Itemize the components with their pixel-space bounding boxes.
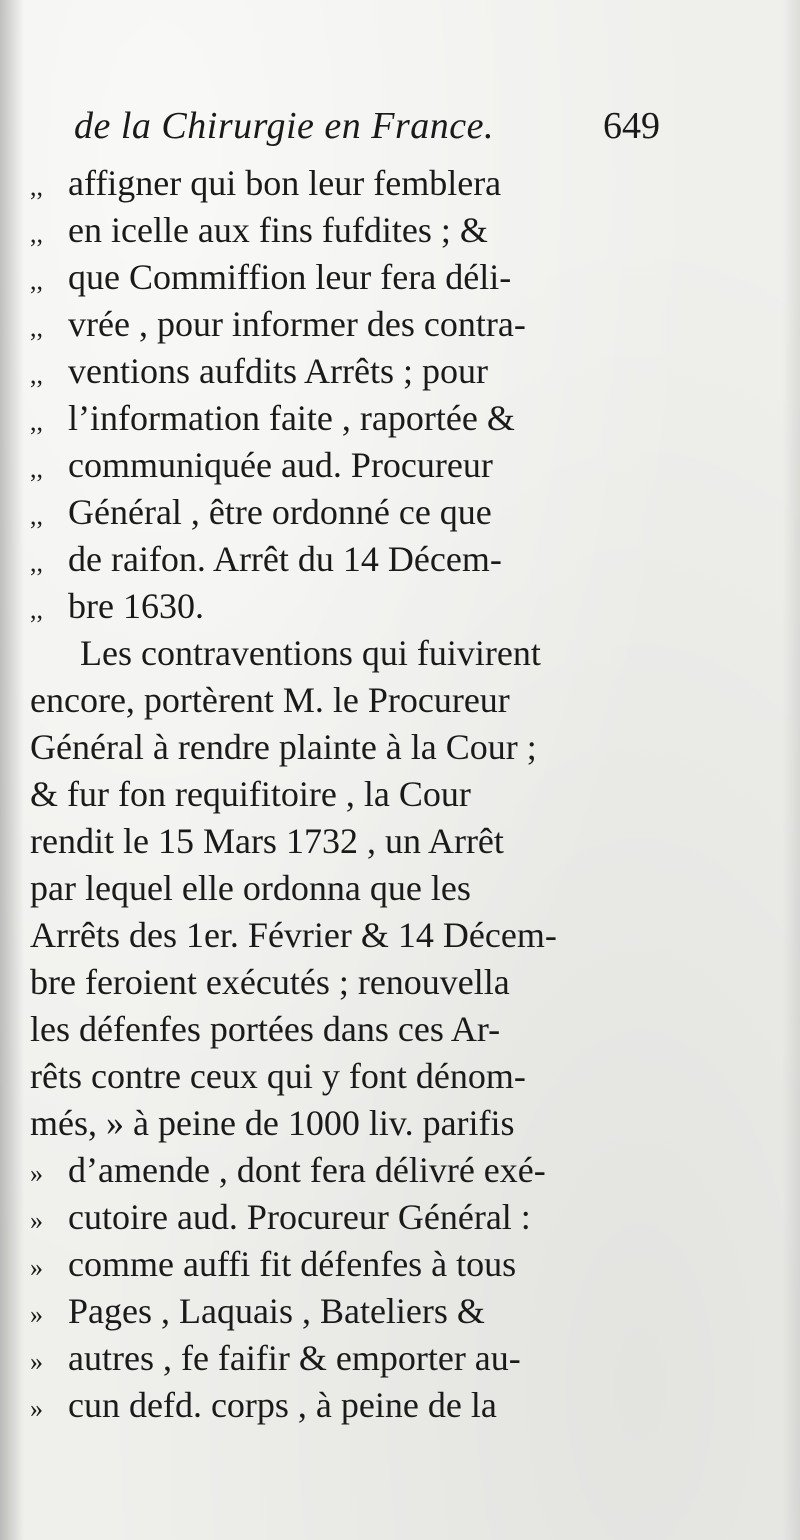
text-line bbox=[30, 677, 662, 724]
text-line bbox=[30, 160, 662, 207]
text-line bbox=[30, 1241, 662, 1288]
line-text: cutoire aud. Procureur Général : bbox=[68, 1197, 531, 1237]
paragraph-first-line bbox=[30, 630, 662, 677]
text-line bbox=[30, 442, 662, 489]
text-line bbox=[30, 207, 662, 254]
line-text: & fur fon requifitoire , la Cour bbox=[30, 774, 471, 814]
line-text: ventions aufdits Arrêts ; pour bbox=[68, 351, 488, 391]
body-text bbox=[30, 160, 662, 1429]
quote-mark: » bbox=[30, 1159, 43, 1188]
line-text: vrée , pour informer des contra- bbox=[68, 304, 526, 344]
line-text: bre 1630. bbox=[68, 586, 204, 626]
line-text: comme auffi fit défenfes à tous bbox=[68, 1244, 517, 1284]
quote-mark: ,, bbox=[30, 595, 43, 624]
text-line bbox=[30, 348, 662, 395]
text-line bbox=[30, 1100, 662, 1147]
quote-mark: » bbox=[30, 1300, 43, 1329]
line-text: cun defd. corps , à peine de la bbox=[68, 1385, 497, 1425]
page-edge-shadow bbox=[782, 0, 800, 1540]
running-title: de la Chirurgie en France. bbox=[74, 105, 495, 147]
line-text: Arrêts des 1er. Février & 14 Décem- bbox=[30, 915, 557, 955]
quote-mark: ,, bbox=[30, 407, 43, 436]
quote-mark: ,, bbox=[30, 172, 43, 201]
quote-mark: ,, bbox=[30, 313, 43, 342]
text-line bbox=[30, 536, 662, 583]
line-text: communiquée aud. Procureur bbox=[68, 445, 493, 485]
text-line bbox=[30, 1194, 662, 1241]
text-line bbox=[30, 818, 662, 865]
line-text: més, » à peine de 1000 liv. parifis bbox=[30, 1103, 515, 1143]
line-text: affigner qui bon leur femblera bbox=[68, 163, 502, 203]
quote-mark: ,, bbox=[30, 360, 43, 389]
line-text: de raifon. Arrêt du 14 Décem- bbox=[68, 539, 502, 579]
line-text: rêts contre ceux qui y font dénom- bbox=[30, 1056, 526, 1096]
text-line bbox=[30, 771, 662, 818]
line-text: bre feroient exécutés ; renouvella bbox=[30, 962, 510, 1002]
quote-mark: ,, bbox=[30, 501, 43, 530]
text-line bbox=[30, 1006, 662, 1053]
line-text: d’amende , dont fera délivré exé- bbox=[68, 1150, 546, 1190]
line-text: en icelle aux fins fufdites ; & bbox=[68, 210, 488, 250]
page-number: 649 bbox=[603, 105, 660, 147]
quote-mark: ,, bbox=[30, 454, 43, 483]
line-text: l’information faite , raportée & bbox=[68, 398, 515, 438]
text-line bbox=[30, 1288, 662, 1335]
quote-mark: ,, bbox=[30, 266, 43, 295]
text-line bbox=[30, 1335, 662, 1382]
quote-mark: » bbox=[30, 1253, 43, 1282]
text-line bbox=[30, 912, 662, 959]
text-line bbox=[30, 1382, 662, 1429]
quote-mark: ,, bbox=[30, 548, 43, 577]
text-line bbox=[30, 395, 662, 442]
text-line bbox=[30, 583, 662, 630]
quote-mark: » bbox=[30, 1347, 43, 1376]
text-line bbox=[30, 1053, 662, 1100]
line-text: par lequel elle ordonna que les bbox=[30, 868, 471, 908]
text-line bbox=[30, 489, 662, 536]
text-line bbox=[30, 254, 662, 301]
quote-mark: » bbox=[30, 1394, 43, 1423]
text-line bbox=[30, 865, 662, 912]
quote-mark: » bbox=[30, 1206, 43, 1235]
page-header bbox=[74, 104, 660, 154]
quote-mark: ,, bbox=[30, 219, 43, 248]
line-text: rendit le 15 Mars 1732 , un Arrêt bbox=[30, 821, 504, 861]
text-line bbox=[30, 724, 662, 771]
gutter-shadow bbox=[0, 0, 24, 1540]
line-text: Général , être ordonné ce que bbox=[68, 492, 492, 532]
line-text: les défenfes portées dans ces Ar- bbox=[30, 1009, 501, 1049]
line-text: Pages , Laquais , Bateliers & bbox=[68, 1291, 485, 1331]
text-line bbox=[30, 301, 662, 348]
line-text: autres , fe faifir & emporter au- bbox=[68, 1338, 521, 1378]
line-text: encore, portèrent M. le Procureur bbox=[30, 680, 510, 720]
line-text: Général à rendre plainte à la Cour ; bbox=[30, 727, 537, 767]
line-text: que Commiffion leur fera déli- bbox=[68, 257, 512, 297]
text-line bbox=[30, 959, 662, 1006]
line-text: Les contraventions qui fuivirent bbox=[80, 633, 541, 673]
text-line bbox=[30, 1147, 662, 1194]
